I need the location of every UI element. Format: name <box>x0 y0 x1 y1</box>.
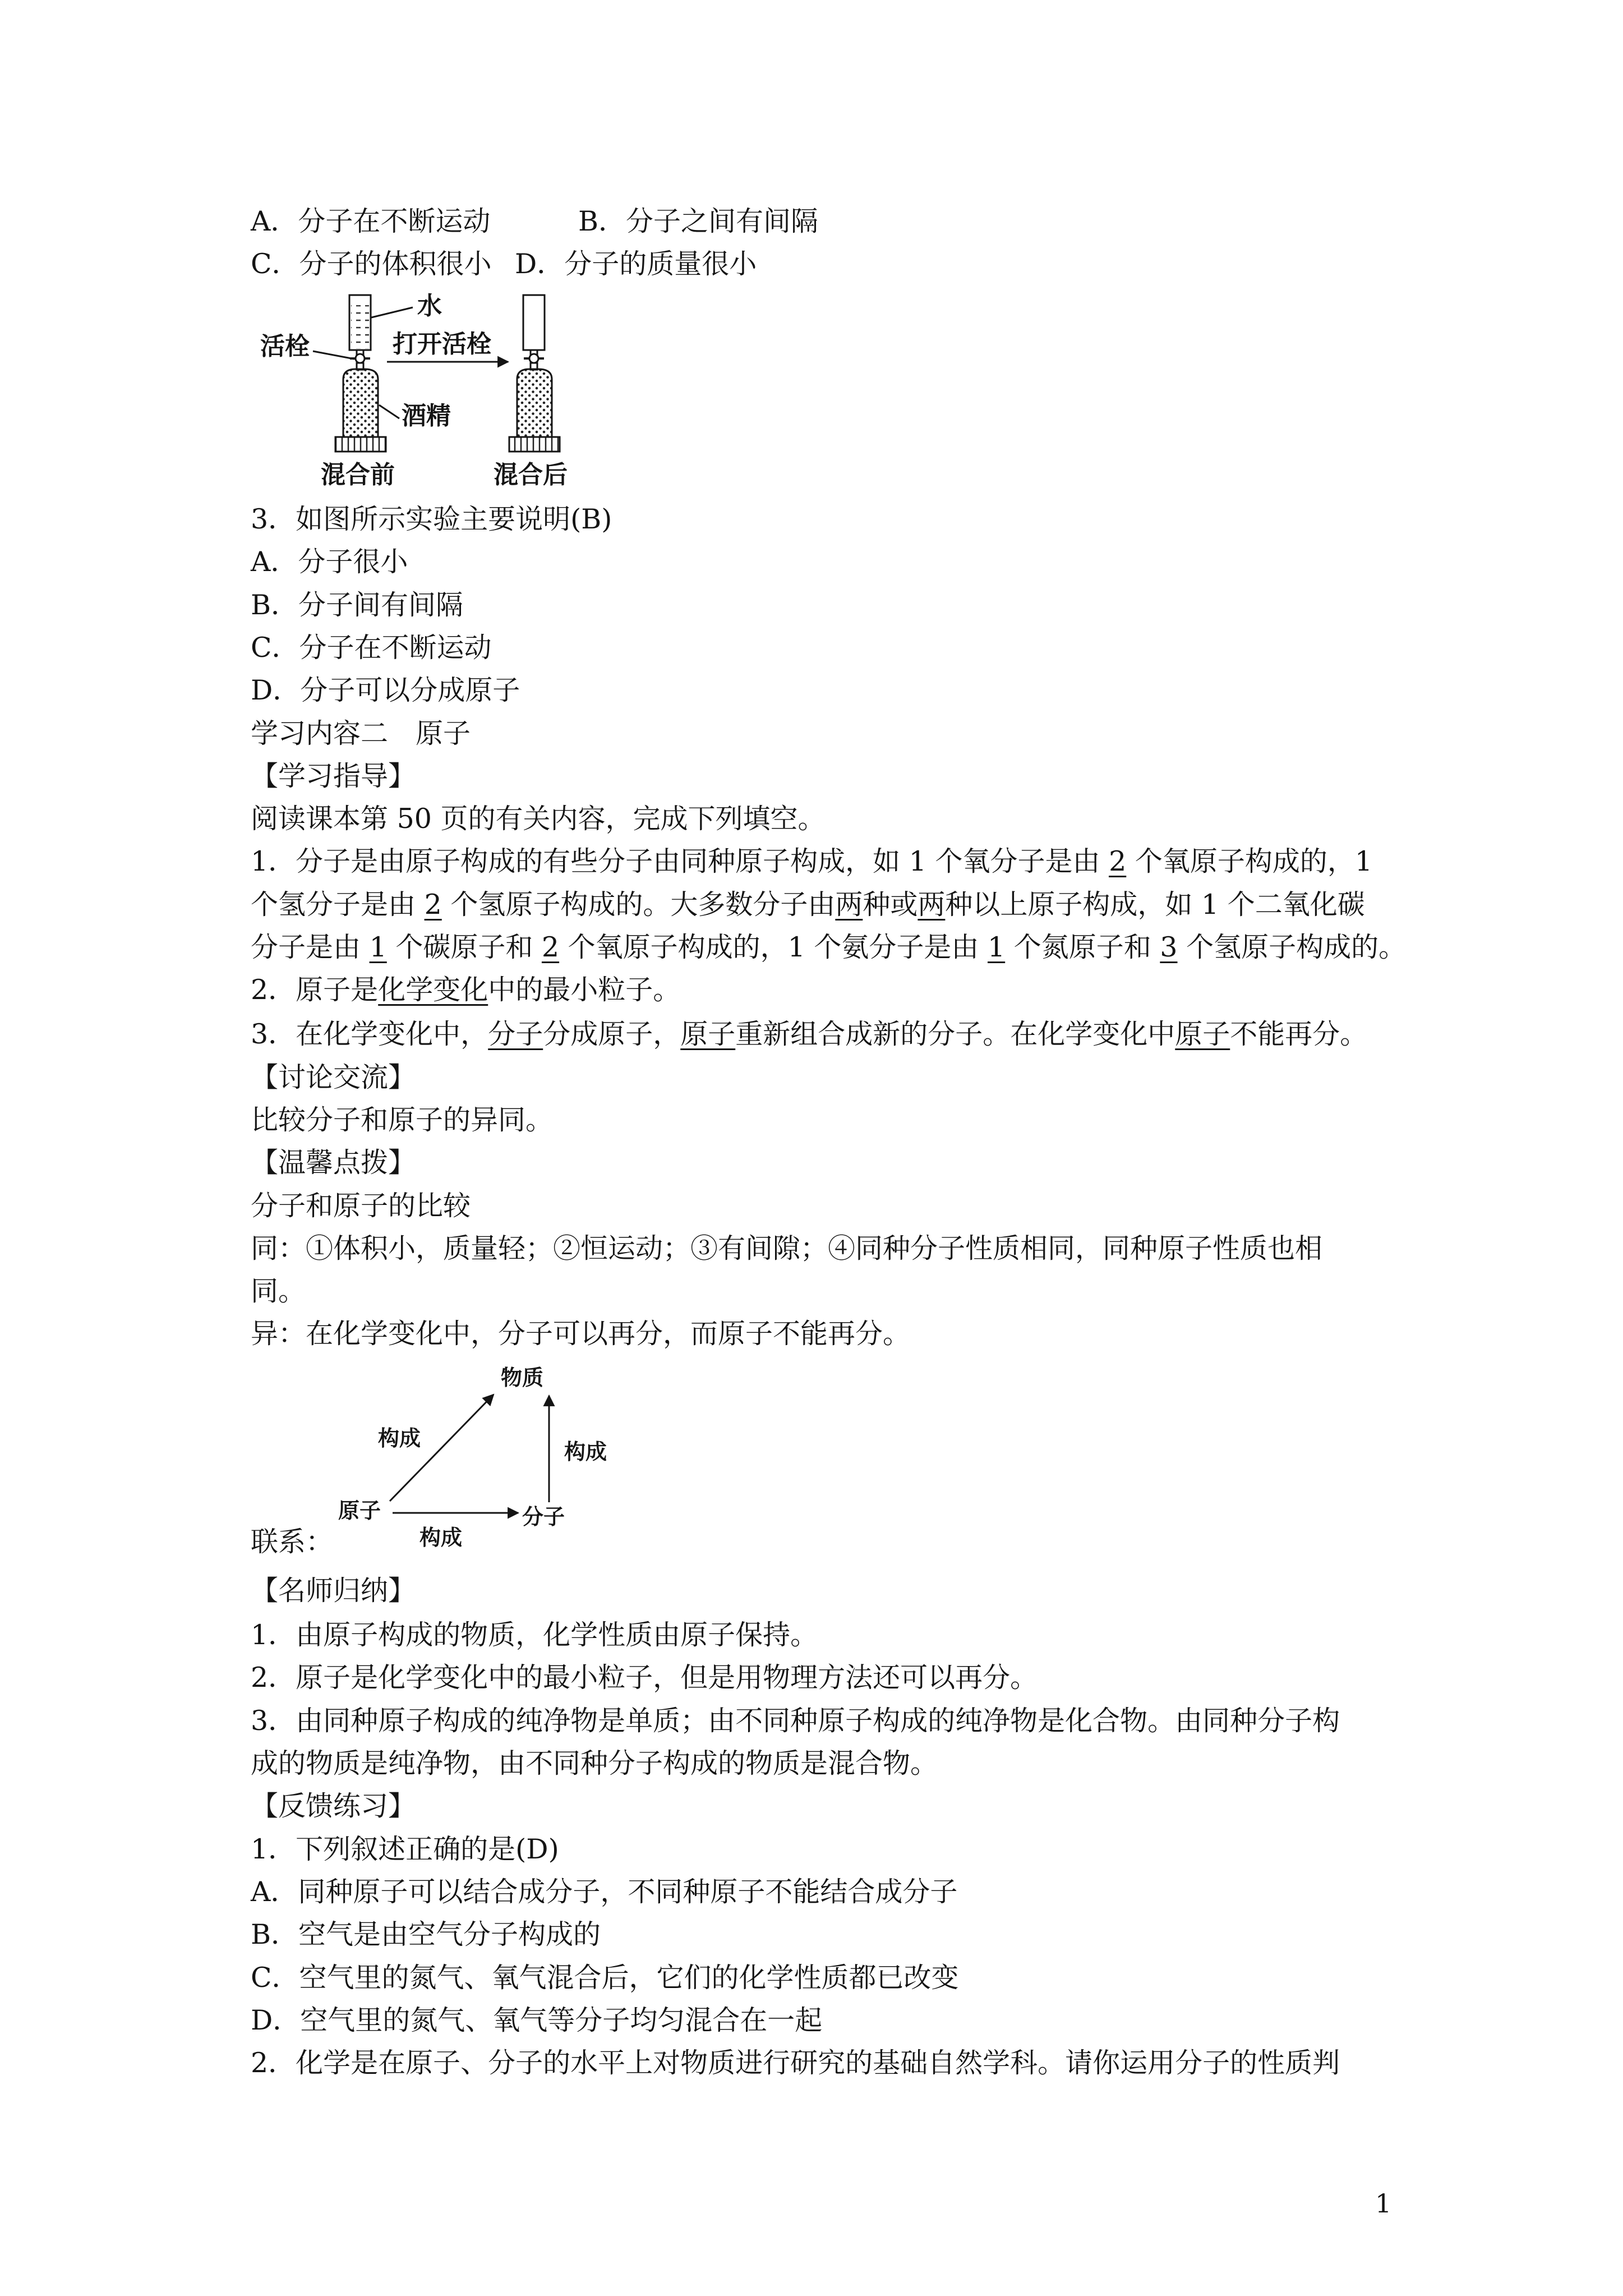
guide-item1-line2 <box>251 888 1365 922</box>
text-segment: 个碳原子和 <box>386 931 542 963</box>
text-segment: 不能再分。 <box>1230 1018 1368 1050</box>
filled-answer: 2 <box>424 889 442 921</box>
summary-line: 成的物质是纯净物，由不同种分子构成的物质是混合物。 <box>251 1747 938 1779</box>
tips-different: 异：在化学变化中，分子可以再分，而原子不能再分。 <box>251 1318 911 1350</box>
feedback-q1-option-d: D．空气里的氮气、氧气等分子均匀混合在一起 <box>251 2004 823 2036</box>
text-segment: 分子是由 <box>251 931 370 963</box>
summary-line: 3．由同种原子构成的纯净物是单质；由不同种原子构成的纯净物是化合物。由同种分子构 <box>251 1705 1340 1737</box>
stopcock-leader-line <box>313 351 354 359</box>
upper-tube <box>523 295 545 350</box>
tips-same-line1: 同：①体积小，质量轻；②恒运动；③有间隙；④同种分子性质相同，同种原子性质也相 <box>251 1232 1323 1264</box>
tips-same-line2: 同。 <box>251 1275 306 1307</box>
text-segment: 个氢原子构成的。大多数分子由 <box>441 889 836 921</box>
stopcock-label: 活栓 <box>260 333 310 360</box>
text-segment: 种或 <box>863 889 918 921</box>
text-segment: 个氮原子和 <box>1005 931 1160 963</box>
question3-option-d: D．分子可以分成原子 <box>251 674 520 706</box>
text-segment: 种以上原子构成，如 1 个二氧化碳 <box>945 889 1365 921</box>
text-segment: 3．在化学变化中， <box>251 1018 488 1050</box>
feedback-q1-option-a: A．同种原子可以结合成分子，不同种原子不能结合成分子 <box>251 1876 958 1908</box>
guide-intro: 阅读课本第 50 页的有关内容，完成下列填空。 <box>251 803 826 835</box>
compose-label-vertical: 构成 <box>564 1441 607 1464</box>
summary-heading: 【名师归纳】 <box>251 1575 416 1607</box>
question3-option-c: C．分子在不断运动 <box>251 632 492 664</box>
compose-label-horizontal: 构成 <box>419 1526 463 1550</box>
filled-answer: 1 <box>988 931 1006 963</box>
question2-option-d: D．分子的质量很小 <box>515 248 757 280</box>
water-leader-line <box>371 307 413 318</box>
page-number: 1 <box>1375 2188 1392 2219</box>
discussion-heading: 【讨论交流】 <box>251 1061 416 1093</box>
lower-tube-mixture <box>517 369 552 437</box>
question2-option-c: C．分子的体积很小 <box>251 248 492 280</box>
filled-answer: 2 <box>541 931 560 963</box>
guide-item1-line1 <box>251 845 1372 878</box>
atom-node: 原子 <box>338 1499 381 1523</box>
water-fill <box>351 305 369 349</box>
feedback-q1-option-b: B．空气是由空气分子构成的 <box>251 1918 601 1950</box>
question3-stem: 3．如图所示实验主要说明(B) <box>251 503 612 535</box>
guide-item3 <box>251 1018 1367 1051</box>
guide-heading: 【学习指导】 <box>251 760 416 792</box>
filled-answer: 3 <box>1160 931 1178 963</box>
stopcock <box>529 354 538 363</box>
text-segment: 重新组合成新的分子。在化学变化中 <box>735 1018 1175 1050</box>
base <box>335 437 386 452</box>
after-mixing-caption: 混合后 <box>494 461 568 489</box>
relation-label: 联系： <box>251 1526 334 1558</box>
question2-option-b: B．分子之间有间隔 <box>578 205 819 237</box>
text-segment: 2．原子是 <box>251 974 379 1006</box>
tips-heading: 【温馨点拨】 <box>251 1147 416 1179</box>
apparatus-after-mixing <box>509 295 560 452</box>
filled-answer: 原子 <box>1175 1018 1230 1050</box>
text-segment: 个氢原子构成的。 <box>1177 931 1407 963</box>
summary-line: 2．原子是化学变化中的最小粒子，但是用物理方法还可以再分。 <box>251 1662 1038 1694</box>
feedback-heading: 【反馈练习】 <box>251 1790 416 1822</box>
guide-item2 <box>251 973 680 1007</box>
filled-answer: 原子 <box>680 1018 736 1050</box>
before-mixing-caption: 混合前 <box>321 461 395 489</box>
filled-answer: 两 <box>835 889 863 921</box>
text-segment: 1．分子是由原子构成的有些分子由同种原子构成，如 1 个氧分子是由 <box>251 845 1109 877</box>
section-title: 学习内容二 原子 <box>251 717 471 749</box>
open-stopcock-label: 打开活栓 <box>393 330 491 358</box>
molecule-node: 分子 <box>522 1506 565 1529</box>
filled-answer: 2 <box>1109 845 1127 877</box>
text-segment: 分成原子， <box>543 1018 681 1050</box>
water-label: 水 <box>417 292 442 320</box>
question3-option-b: B．分子间有间隔 <box>251 589 464 621</box>
question2-option-a: A．分子在不断运动 <box>251 205 491 237</box>
tips-subtitle: 分子和原子的比较 <box>251 1190 471 1222</box>
filled-answer: 化学变化 <box>378 974 488 1006</box>
alcohol-label: 酒精 <box>402 402 451 430</box>
guide-item1-line3 <box>251 931 1406 964</box>
text-segment: 中的最小粒子。 <box>488 974 681 1006</box>
apparatus-before-mixing <box>335 295 386 452</box>
filled-answer: 两 <box>917 889 946 921</box>
text-segment: 个氢分子是由 <box>251 889 425 921</box>
feedback-q1-option-c: C．空气里的氮气、氧气混合后，它们的化学性质都已改变 <box>251 1962 959 1994</box>
feedback-q1-stem: 1．下列叙述正确的是(D) <box>251 1833 559 1865</box>
question3-option-a: A．分子很小 <box>251 546 408 578</box>
compose-label-diagonal: 构成 <box>378 1427 421 1451</box>
filled-answer: 分子 <box>488 1018 543 1050</box>
feedback-q2-stem: 2．化学是在原子、分子的水平上对物质进行研究的基础自然学科。请你运用分子的性质判 <box>251 2047 1340 2079</box>
discussion-text: 比较分子和原子的异同。 <box>251 1104 554 1136</box>
stopcock <box>356 354 365 363</box>
substance-node: 物质 <box>501 1366 544 1390</box>
text-segment: 个氧原子构成的，1 个氨分子是由 <box>559 931 988 963</box>
base <box>509 437 560 452</box>
alcohol-leader-line <box>379 405 399 418</box>
summary-line: 1．由原子构成的物质，化学性质由原子保持。 <box>251 1619 818 1651</box>
filled-answer: 1 <box>369 931 387 963</box>
lower-tube-alcohol <box>343 369 378 437</box>
text-segment: 个氧原子构成的，1 <box>1126 845 1373 877</box>
